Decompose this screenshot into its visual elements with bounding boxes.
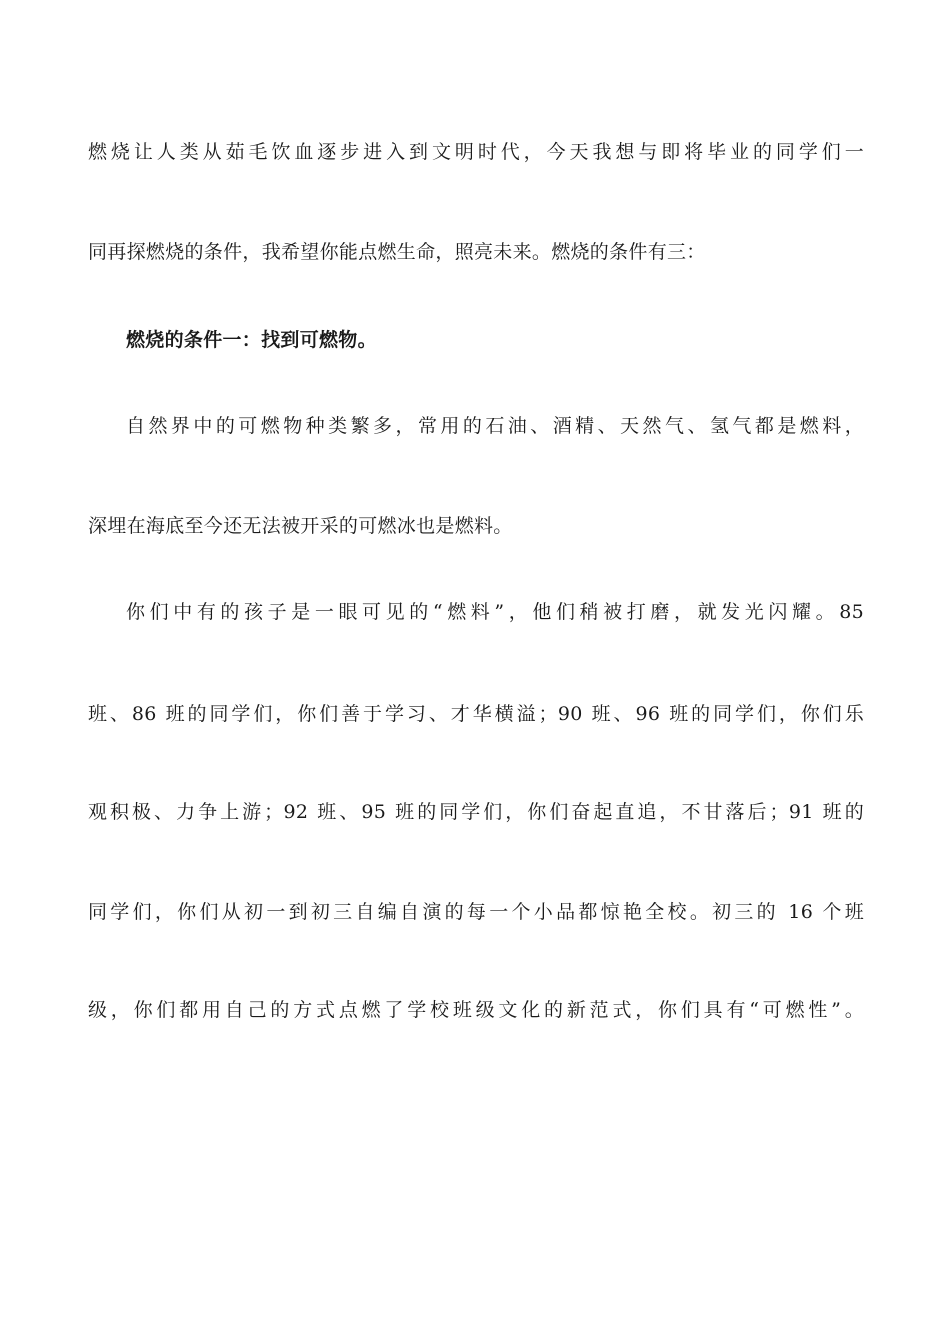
paragraph-students-line-1: 你们中有的孩子是一眼可见的“燃料”，他们稍被打磨，就发光闪耀。85 <box>126 601 864 623</box>
paragraph-fuel-line-2: 深埋在海底至今还无法被开采的可燃冰也是燃料。 <box>88 515 513 537</box>
paragraph-students-line-2: 班、86 班的同学们，你们善于学习、才华横溢；90 班、96 班的同学们，你们乐 <box>88 703 864 725</box>
paragraph-students-line-3: 观积极、力争上游；92 班、95 班的同学们，你们奋起直追，不甘落后；91 班的 <box>88 801 864 823</box>
document-page <box>88 0 864 1344</box>
intro-line-2: 同再探燃烧的条件，我希望你能点燃生命，照亮未来。燃烧的条件有三： <box>88 241 706 263</box>
paragraph-fuel-line-1: 自然界中的可燃物种类繁多，常用的石油、酒精、天然气、氢气都是燃料， <box>126 415 864 437</box>
intro-line-1: 燃烧让人类从茹毛饮血逐步进入到文明时代，今天我想与即将毕业的同学们一 <box>88 141 864 163</box>
paragraph-students-line-5: 级，你们都用自己的方式点燃了学校班级文化的新范式，你们具有“可燃性”。 <box>88 999 864 1021</box>
paragraph-students-line-4: 同学们，你们从初一到初三自编自演的每一个小品都惊艳全校。初三的 16 个班 <box>88 901 864 923</box>
section-heading-condition-one: 燃烧的条件一：找到可燃物。 <box>126 329 377 351</box>
